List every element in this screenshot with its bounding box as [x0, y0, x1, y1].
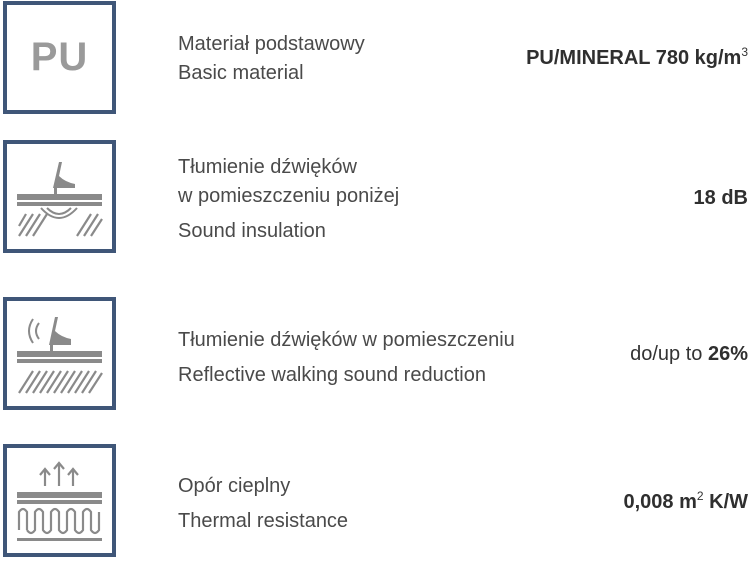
label-polish: Opór cieplny — [178, 475, 291, 497]
heel-sound-room-graphic — [7, 301, 112, 406]
spec-value — [526, 47, 748, 70]
thermal-arrows-graphic — [7, 448, 112, 553]
spec-value — [630, 343, 748, 366]
row-labels — [178, 153, 399, 246]
heel-sound-room-icon — [3, 297, 116, 410]
label-polish: Materiał podstawowy — [178, 33, 365, 55]
row-labels — [178, 326, 515, 390]
value-main: 26% — [707, 343, 748, 365]
label-polish-line2: w pomieszczeniu poniżej — [178, 185, 400, 207]
row-labels — [178, 30, 365, 88]
value-superscript: 3 — [741, 45, 748, 59]
label-english: Basic material — [178, 62, 304, 84]
thermal-arrows-icon — [3, 444, 116, 557]
spec-value — [694, 187, 748, 210]
value-main: PU/MINERAL 780 kg/m — [526, 47, 742, 69]
label-polish: Tłumienie dźwięków w pomieszczeniu — [178, 329, 515, 351]
heel-sound-below-graphic — [7, 144, 112, 249]
value-suffix: K/W — [703, 491, 748, 513]
value-prefix: do/up to — [630, 343, 708, 365]
value-main: 18 dB — [693, 187, 748, 209]
pu-material-icon — [3, 1, 116, 114]
label-polish-line1: Tłumienie dźwięków — [178, 156, 357, 178]
heel-sound-below-icon — [3, 140, 116, 253]
pu-icon-text: PU — [30, 35, 89, 79]
row-labels — [178, 472, 348, 536]
label-english: Reflective walking sound reduction — [178, 364, 486, 386]
value-main: 0,008 m — [623, 491, 697, 513]
label-english: Thermal resistance — [178, 510, 349, 532]
value-superscript: 2 — [696, 489, 704, 503]
spec-value — [623, 491, 748, 514]
label-english: Sound insulation — [178, 220, 326, 242]
